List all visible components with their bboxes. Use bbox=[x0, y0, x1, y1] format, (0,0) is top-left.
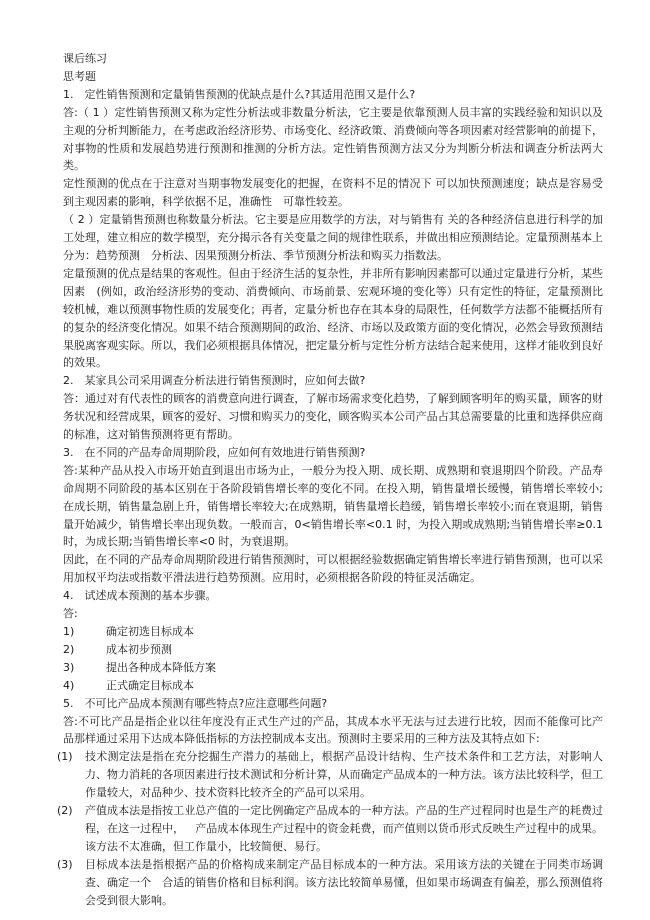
step-text: 提出各种成本降低方案 bbox=[106, 660, 216, 674]
answer-5: 答:不可比产品是指企业以往年度没有正式生产过的产品，其成本水平无法与过去进行比较，因而不能像可比产品那样通过采用下达成本降低指标的方法控制成本支出。预测时主要采用的三种方法及其特点如下: bbox=[63, 714, 603, 746]
list-item bbox=[57, 802, 603, 856]
method-text: 目标成本法是指根据产品的价格构成来制定产品目标成本的一种方法。采用该方法的关键在于同类市场调查、确定一个 合适的销售价格和目标利润。该方法比较简单易懂，但如果市场调查有偏差，那么预测值将会受到很大影响。 bbox=[85, 857, 603, 907]
answer-4-label: 答: bbox=[63, 607, 78, 621]
forecast-methods bbox=[57, 748, 603, 909]
list-item bbox=[63, 659, 603, 677]
method-text: 技术测定法是指在充分挖掘生产潜力的基础上，根据产品设计结构、生产技术条件和工艺方法，对影响人力、物力消耗的各项因素进行技术测试和分析计算，从而确定产品成本的一种方法。该方法比较科学，但工作量较大，对品种少、技术资料比较齐全的产品可以采用。 bbox=[85, 750, 603, 800]
answer-1-para-3: （ 2 ）定量销售预测也称数量分析法。它主要是应用数学的方法，对与销售有 关的各种经济信息进行科学的加工处理，建立相应的数学模型，充分揭示各有关变量之间的规律性联系，并做出相应预测结论。定量预测基本上分为：趋势预测 分析法、因果预测分析法、季节预测分析法和购买力指数法。 bbox=[63, 213, 603, 262]
question-2: 2. 某家具公司采用调查分析法进行销售预测时，应如何去做? bbox=[63, 374, 366, 388]
list-item bbox=[57, 748, 603, 802]
list-item bbox=[63, 677, 603, 695]
method-text: 产值成本法是指按工业总产值的一定比例确定产品成本的一种方法。产品的生产过程同时也是生产的耗费过程，在这一过程中， 产品成本体现生产过程中的资金耗费，而产值则以货币形式反映生产过程中的成果。该方法不太准确，但工作量小，比较简便、易行。 bbox=[85, 804, 603, 853]
section-subtitle: 思考题 bbox=[63, 69, 96, 83]
answer-1-para-4: 定量预测的优点是结果的客观性。但由于经济生活的复杂性，并非所有影响因素都可以通过定量进行分析，某些因素 (例如，政治经济形势的变动、消费倾向、市场前景、宏观环境的变化等）只有定性的特征，定量预测比较机械，难以预测事物性质的发展变化；再者，定量分析也存在其本身的局限性，任何数学方法都不能概括所有的复杂的经济变化情况。如果不结合预测期间的政治、经济、市场以及政策方面的变化情况，必然会导致预测结果脱离客观实际。所以，我们必须根据具体情况，把定量分析与定性分析方法结合起来使用，这样才能收到良好的效果。 bbox=[63, 266, 603, 370]
document-title: 课后练习 bbox=[63, 52, 107, 65]
answer-2: 答：通过对有代表性的顾客的消费意向进行调查，了解市场需求变化趋势，了解到顾客明年的购买量，顾客的财务状况和经营成果，顾客的爱好、习惯和购买力的变化，顾客购买本公司产品占其总需要量的比重和选择供应商的标准，这对销售预测将更有帮助。 bbox=[63, 392, 603, 442]
step-text: 成本初步预测 bbox=[106, 642, 172, 656]
step-number: 4) bbox=[63, 678, 75, 692]
step-text: 确定初选目标成本 bbox=[106, 625, 194, 638]
step-text: 正式确定目标成本 bbox=[106, 678, 194, 692]
question-5: 5. 不可比产品成本预测有哪些特点?应注意哪些问题? bbox=[63, 696, 328, 710]
answer-3-para-2: 因此，在不同的产品寿命周期阶段进行销售预测时，可以根据经验数据确定销售增长率进行销售预测，也可以采用加权平均法或指数平滑法进行趋势预测。应用时，必须根据各阶段的特征灵活确定。 bbox=[63, 553, 603, 585]
step-number: 1) bbox=[63, 625, 75, 638]
question-4: 4. 试述成本预测的基本步骤。 bbox=[63, 589, 217, 603]
step-number: 3) bbox=[63, 660, 75, 674]
method-number: (3) bbox=[57, 857, 73, 871]
question-1: 1. 定性销售预测和定量销售预测的优缺点是什么?其适用范围又是什么? bbox=[63, 87, 416, 101]
method-number: (2) bbox=[57, 804, 73, 818]
list-item bbox=[57, 856, 603, 910]
list-item bbox=[63, 641, 603, 659]
answer-1-para-2: 定性预测的优点在于注意对当期事物发展变化的把握，在资料不足的情况下 可以加快预测速度；缺点是容易受到主观因素的影响，科学依据不足，准确性 可靠性较差。 bbox=[63, 177, 603, 209]
list-item bbox=[63, 623, 603, 641]
question-3: 3. 在不同的产品寿命周期阶段，应如何有效地进行销售预测? bbox=[63, 445, 366, 459]
answer-3-para-1: 答:某种产品从投入市场开始直到退出市场为止，一般分为投入期、成长期、成熟期和衰退期四个阶段。产品寿命周期不同阶段的基本区别在于各阶段销售增长率的变化不同。在投入期，销售量增长缓慢，销售增长率较小;在成长期，销售量急剧上升，销售增长率较大;在成熟期，销售量增长趋缓，销售增长率较小;而在衰退期，销售量开始减少，销售增长率出现负数。一般而言，0<销售增长率<0.1 时，为投入期或成熟期;当销售增长率≥0.1 时，为成长期;当销售增长率<0 时，为衰退期。 bbox=[63, 463, 603, 549]
exercise-document bbox=[57, 50, 603, 910]
method-number: (1) bbox=[57, 750, 73, 764]
cost-forecast-steps bbox=[63, 623, 603, 695]
answer-1-para-1: 答:（ 1 ）定性销售预测又称为定性分析法或非数量分析法，它主要是依靠预测人员丰富的实践经验和知识以及主观的分析判断能力，在考虑政治经济形势、市场变化、经济政策、消费倾向等各项因素对经营影响的前提下，对事物的性质和发展趋势进行预测和推测的分析方法。定性销售预测方法又分为判断分析法和调查分析法两大类。 bbox=[63, 105, 603, 173]
step-number: 2) bbox=[63, 642, 75, 656]
